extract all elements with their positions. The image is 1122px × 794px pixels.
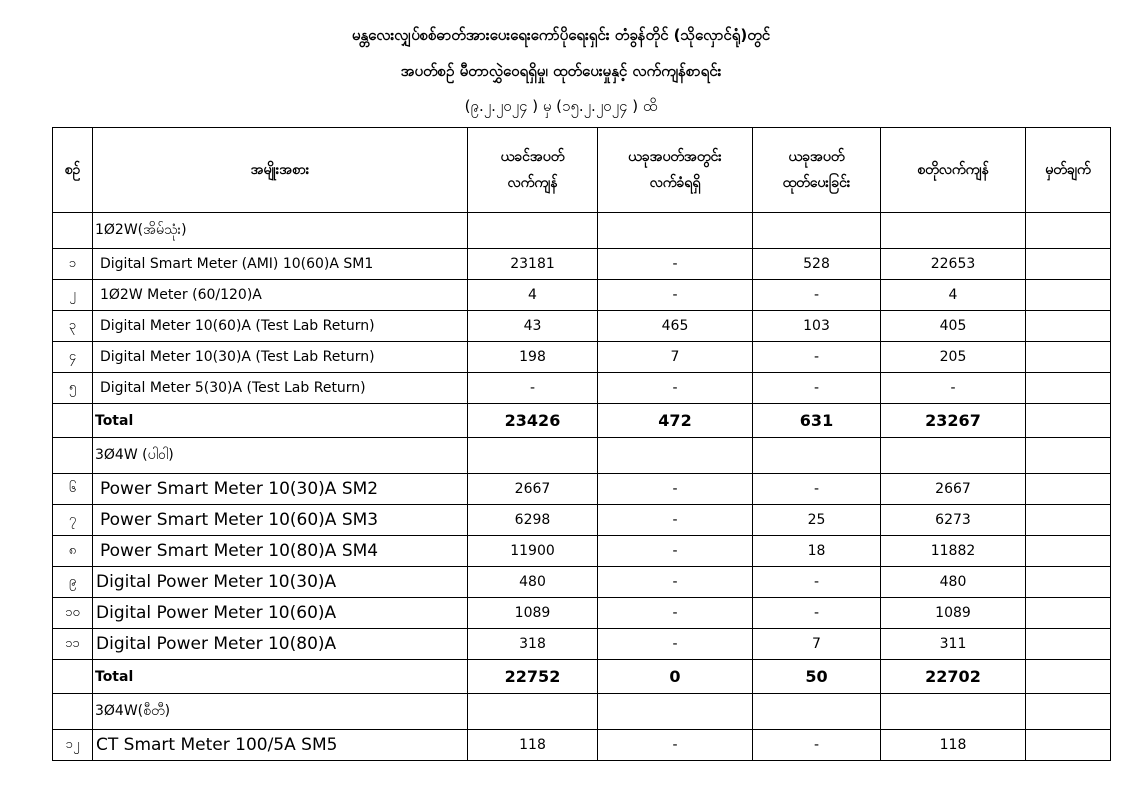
table-row	[53, 567, 1111, 598]
row-item-name: Digital Meter 10(30)A (Test Lab Return)	[93, 342, 468, 373]
row-store-balance: 2667	[881, 474, 1026, 505]
row-item-name: Power Smart Meter 10(60)A SM3	[93, 505, 468, 536]
row-received: -	[598, 249, 753, 280]
row-number: ၆	[53, 474, 93, 505]
row-number: ၂	[53, 280, 93, 311]
total-issued: 631	[753, 404, 881, 438]
row-prev-balance: 318	[468, 629, 598, 660]
row-received: -	[598, 536, 753, 567]
row-remark	[1026, 567, 1111, 598]
row-prev-balance: 4	[468, 280, 598, 311]
row-issued: -	[753, 474, 881, 505]
row-item-name: CT Smart Meter 100/5A SM5	[93, 730, 468, 761]
table-row	[53, 505, 1111, 536]
report-date-range: (၉.၂.၂၀၂၄ ) မှ (၁၅.၂.၂၀၂၄ ) ထိ	[464, 97, 658, 115]
row-received: -	[598, 505, 753, 536]
col-header-received-line2: လက်ခံရရှိ	[649, 175, 701, 191]
empty-cell	[753, 438, 881, 474]
row-received: 465	[598, 311, 753, 342]
row-remark	[1026, 342, 1111, 373]
empty-cell	[1026, 213, 1111, 249]
col-header-no: စဉ်	[53, 128, 93, 213]
row-prev-balance: 11900	[468, 536, 598, 567]
table-row	[53, 280, 1111, 311]
row-number: ၉	[53, 567, 93, 598]
section-label: 3Ø4W (ပါဝါ)	[93, 438, 468, 474]
total-issued: 50	[753, 660, 881, 694]
section-row	[53, 694, 1111, 730]
table-row	[53, 730, 1111, 761]
row-issued: -	[753, 567, 881, 598]
row-item-name: Power Smart Meter 10(80)A SM4	[93, 536, 468, 567]
section-label: 3Ø4W(စီတီ)	[93, 694, 468, 730]
row-received: -	[598, 567, 753, 598]
row-item-name: Digital Meter 5(30)A (Test Lab Return)	[93, 373, 468, 404]
row-prev-balance: 43	[468, 311, 598, 342]
row-number: ၃	[53, 311, 93, 342]
row-prev-balance: -	[468, 373, 598, 404]
row-remark	[1026, 373, 1111, 404]
row-store-balance: 6273	[881, 505, 1026, 536]
row-remark	[1026, 311, 1111, 342]
col-header-prev	[468, 128, 598, 213]
row-remark	[1026, 505, 1111, 536]
table-row	[53, 629, 1111, 660]
total-label: Total	[93, 404, 468, 438]
report-subtitle: အပတ်စဉ် မီတာလွှဲဝေရရှိမှု၊ ထုတ်ပေးမှုနှင့် လက်ကျန်စာရင်း	[400, 62, 722, 80]
row-number: ၁၁	[53, 629, 93, 660]
row-item-name: Digital Meter 10(60)A (Test Lab Return)	[93, 311, 468, 342]
row-item-name: Digital Power Meter 10(80)A	[93, 629, 468, 660]
row-prev-balance: 2667	[468, 474, 598, 505]
row-issued: -	[753, 730, 881, 761]
row-issued: -	[753, 598, 881, 629]
empty-cell	[1026, 660, 1111, 694]
empty-cell	[753, 694, 881, 730]
total-row	[53, 660, 1111, 694]
empty-cell	[753, 213, 881, 249]
empty-cell	[598, 438, 753, 474]
row-remark	[1026, 730, 1111, 761]
empty-cell	[1026, 438, 1111, 474]
section-row	[53, 438, 1111, 474]
col-header-issued-line2: ထုတ်ပေးခြင်း	[782, 175, 851, 191]
row-store-balance: 22653	[881, 249, 1026, 280]
row-number: ၈	[53, 536, 93, 567]
row-number: ၄	[53, 342, 93, 373]
table-row	[53, 373, 1111, 404]
row-prev-balance: 198	[468, 342, 598, 373]
table-header-row	[53, 128, 1111, 213]
row-store-balance: 11882	[881, 536, 1026, 567]
empty-cell	[53, 660, 93, 694]
empty-cell	[1026, 404, 1111, 438]
row-item-name: Power Smart Meter 10(30)A SM2	[93, 474, 468, 505]
total-label: Total	[93, 660, 468, 694]
row-issued: 18	[753, 536, 881, 567]
row-number: ၅	[53, 373, 93, 404]
col-header-prev-line2: လက်ကျန်	[507, 175, 558, 191]
row-remark	[1026, 598, 1111, 629]
row-number: ၁	[53, 249, 93, 280]
row-remark	[1026, 474, 1111, 505]
table-row	[53, 249, 1111, 280]
row-number: ၇	[53, 505, 93, 536]
empty-cell	[881, 438, 1026, 474]
row-received: 7	[598, 342, 753, 373]
row-received: -	[598, 598, 753, 629]
empty-cell	[53, 438, 93, 474]
row-prev-balance: 118	[468, 730, 598, 761]
col-header-issued	[753, 128, 881, 213]
row-store-balance: 4	[881, 280, 1026, 311]
row-item-name: Digital Power Meter 10(30)A	[93, 567, 468, 598]
row-store-balance: 311	[881, 629, 1026, 660]
row-prev-balance: 1089	[468, 598, 598, 629]
row-issued: 103	[753, 311, 881, 342]
row-prev-balance: 23181	[468, 249, 598, 280]
row-remark	[1026, 629, 1111, 660]
table-row	[53, 474, 1111, 505]
row-received: -	[598, 730, 753, 761]
report-title: မန္တလေးလျှပ်စစ်ဓာတ်အားပေးရေးကော်ပိုရေးရှင်း တံခွန်တိုင် (သိုလှောင်ရုံ)တွင်	[351, 26, 771, 44]
row-store-balance: 405	[881, 311, 1026, 342]
total-received: 472	[598, 404, 753, 438]
empty-cell	[598, 694, 753, 730]
row-issued: -	[753, 342, 881, 373]
row-store-balance: -	[881, 373, 1026, 404]
row-issued: 25	[753, 505, 881, 536]
col-header-remark: မှတ်ချက်	[1026, 128, 1111, 213]
total-row	[53, 404, 1111, 438]
table-row	[53, 536, 1111, 567]
empty-cell	[881, 213, 1026, 249]
col-header-received	[598, 128, 753, 213]
empty-cell	[598, 213, 753, 249]
empty-cell	[468, 694, 598, 730]
row-received: -	[598, 629, 753, 660]
row-item-name: Digital Smart Meter (AMI) 10(60)A SM1	[93, 249, 468, 280]
row-received: -	[598, 474, 753, 505]
table-row	[53, 311, 1111, 342]
empty-cell	[468, 438, 598, 474]
col-header-received-line1: ယခုအပတ်အတွင်း	[628, 149, 722, 165]
row-prev-balance: 6298	[468, 505, 598, 536]
col-header-balance: စတိုလက်ကျန်	[881, 128, 1026, 213]
empty-cell	[468, 213, 598, 249]
row-number: ၁၀	[53, 598, 93, 629]
row-number: ၁၂	[53, 730, 93, 761]
row-store-balance: 205	[881, 342, 1026, 373]
meter-stock-table	[52, 127, 1111, 761]
empty-cell	[881, 694, 1026, 730]
row-remark	[1026, 249, 1111, 280]
table-row	[53, 342, 1111, 373]
total-store-balance: 22702	[881, 660, 1026, 694]
empty-cell	[53, 694, 93, 730]
total-prev-balance: 23426	[468, 404, 598, 438]
col-header-issued-line1: ယခုအပတ်	[788, 149, 845, 165]
section-label: 1Ø2W(အိမ်သုံး)	[93, 213, 468, 249]
empty-cell	[53, 213, 93, 249]
row-issued: 7	[753, 629, 881, 660]
col-header-type: အမျိုးအစား	[93, 128, 468, 213]
row-remark	[1026, 280, 1111, 311]
empty-cell	[53, 404, 93, 438]
row-item-name: 1Ø2W Meter (60/120)A	[93, 280, 468, 311]
total-prev-balance: 22752	[468, 660, 598, 694]
row-issued: 528	[753, 249, 881, 280]
empty-cell	[1026, 694, 1111, 730]
row-store-balance: 480	[881, 567, 1026, 598]
row-store-balance: 118	[881, 730, 1026, 761]
row-remark	[1026, 536, 1111, 567]
row-prev-balance: 480	[468, 567, 598, 598]
row-item-name: Digital Power Meter 10(60)A	[93, 598, 468, 629]
row-issued: -	[753, 280, 881, 311]
total-store-balance: 23267	[881, 404, 1026, 438]
total-received: 0	[598, 660, 753, 694]
col-header-prev-line1: ယခင်အပတ်	[500, 149, 565, 165]
row-store-balance: 1089	[881, 598, 1026, 629]
row-issued: -	[753, 373, 881, 404]
row-received: -	[598, 373, 753, 404]
table-row	[53, 598, 1111, 629]
section-row	[53, 213, 1111, 249]
row-received: -	[598, 280, 753, 311]
